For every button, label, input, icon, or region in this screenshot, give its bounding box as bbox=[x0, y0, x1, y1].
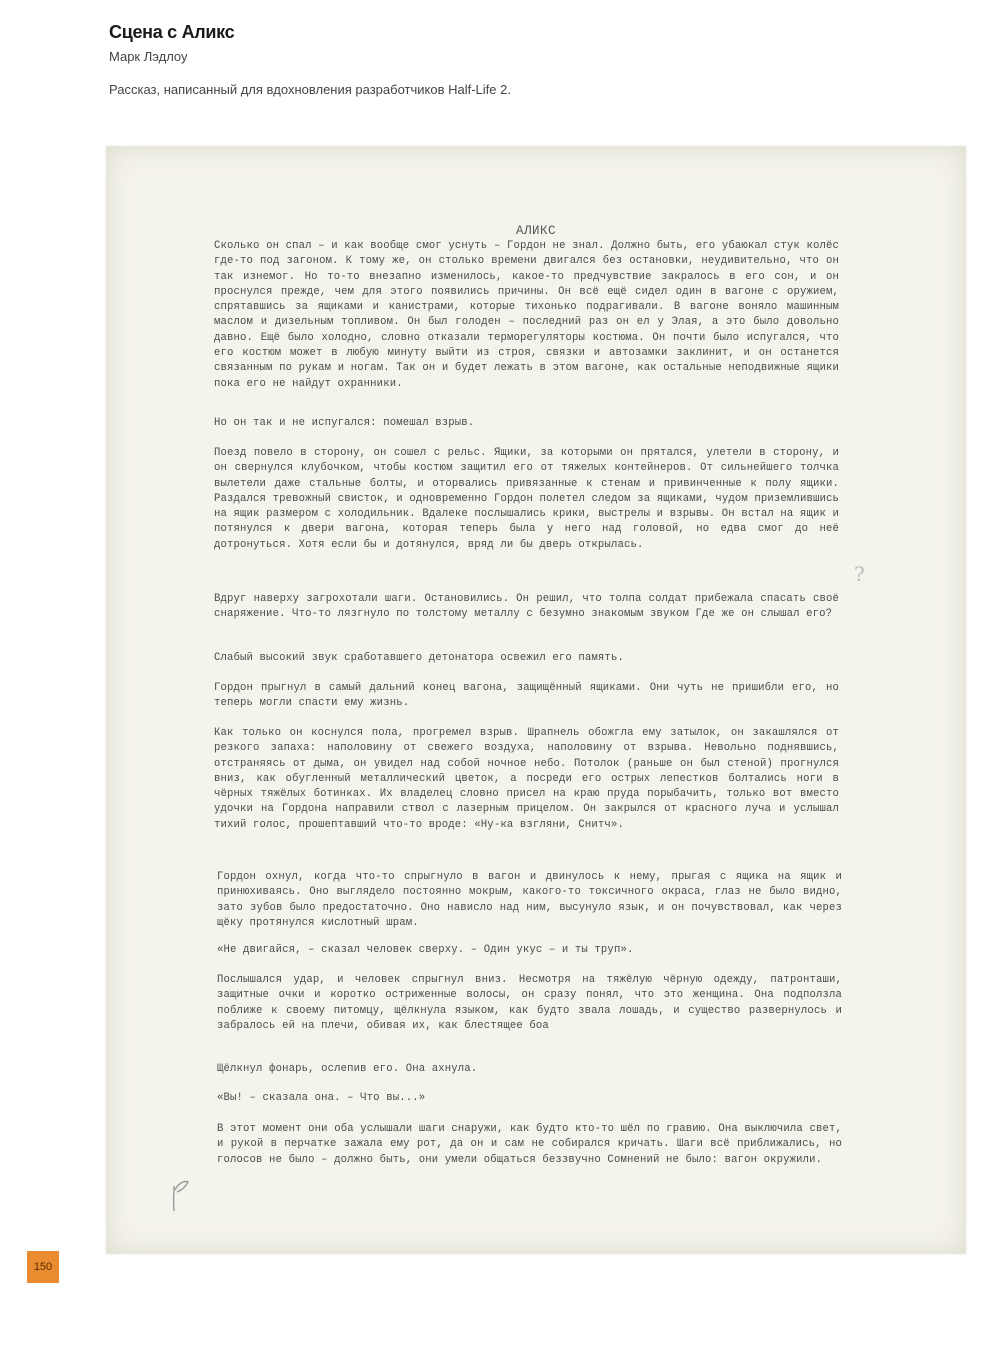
story-author: Марк Лэдлоу bbox=[109, 49, 188, 64]
story-subtitle: Рассказ, написанный для вдохновления разработчиков Half-Life 2. bbox=[109, 82, 511, 97]
manuscript-paragraph: Гордон прыгнул в самый дальний конец вагона, защищённый ящиками. Они чуть не пришибли его, но теперь могли спасти ему жизнь. bbox=[214, 682, 839, 710]
manuscript-paragraph: Послышался удар, и человек спрыгнул вниз. Несмотря на тяжёлую чёрную одежду, патронташи, защитные очки и коротко остриженные волосы, он сразу понял, что это женщина. Она подползла поближе к своему питомцу, щёлкнула языком, как будто звала лошадь, и существо развернулось и забралось ей на плечи, обивая их, как блестящее боа bbox=[217, 974, 842, 1032]
story-title: Сцена с Аликс bbox=[109, 22, 235, 42]
manuscript-paragraph: Гордон охнул, когда что-то спрыгнуло в вагон и двинулось к нему, прыгая с ящика на ящик и принюхиваясь. Оно выглядело постоянно мокрым, какого-то токсичного окраса, глаз не было видно, зато зубов было предостаточно. Оно нависло над ним, высунуло язык, и он почувствовал, как через щёку протянулся кислотный шрам. bbox=[217, 871, 842, 929]
manuscript-paragraph: Но он так и не испугался: помешал взрыв. bbox=[214, 417, 475, 429]
manuscript-paragraph: «Не двигайся, – сказал человек сверху. – Один укус – и ты труп». bbox=[217, 944, 634, 956]
page-header bbox=[109, 22, 511, 97]
scanned-manuscript-page bbox=[106, 146, 966, 1254]
manuscript-paragraph: Как только он коснулся пола, прогремел взрыв. Шрапнель обожгла ему затылок, он закашлялся от резкого запаха: наполовину от свежего воздуха, наполовину от взрыва. Невольно поднявшись, отстраняясь от дыма, он увидел над собой ночное небо. Потолок (раньше он был стеной) прогнулся вниз, как обугленный металлический цветок, а посреди его острых лепестков болтались ноги в чёрных тяжёлых ботинках. Их владелец словно присел на краю пруда порыбачить, только вот вместо удочки на Гордона направили ствол с лазерным прицелом. Он закрылся от красного луча и услышал тихий голос, прошептавший что-то вроде: «Ну-ка взгляни, Снитч». bbox=[214, 727, 839, 831]
manuscript-paragraph: Слабый высокий звук сработавшего детонатора освежил его память. bbox=[214, 652, 624, 664]
manuscript-title: АЛИКС bbox=[515, 224, 556, 238]
manuscript-paragraph: В этот момент они оба услышали шаги снаружи, как будто кто-то шёл по гравию. Она выключила свет, и рукой в перчатке зажала ему рот, да он и сам не собирался кричать. Шаги всё приближались, но голосов не было – должно быть, они умели общаться беззвучно Сомнений не было: вагон окружили. bbox=[217, 1123, 842, 1166]
manuscript-paragraph: Вдруг наверху загрохотали шаги. Остановились. Он решил, что толпа солдат прибежала спасать своё снаряжение. Что-то лязгнуло по толстому металлу с безумно знакомым звуком Где же он слышал его? bbox=[214, 593, 839, 621]
pencil-scribble-mark bbox=[168, 1166, 198, 1226]
manuscript-paragraph: Сколько он спал – и как вообще смог уснуть – Гордон не знал. Должно быть, его убаюкал стук колёс где-то под загоном. К тому же, он столько времени двигался без остановки, неудивительно, что он так изнемог. Но то-то внезапно изменилось, какое-то предчувствие закралось в его сон, и он проснулся прежде, чем для этого появились причины. Он всё ещё сидел один в вагоне с оружием, спрятавшись за ящиками и канистрами, которые тихонько подрагивали. В вагоне воняло машинным маслом и дизельным топливом. Он был голоден – последний раз он ел у Элая, а это было довольно давно. Ещё было холодно, словно отказали терморегуляторы костюма. Он почти было испугался, что его костюм может в любую минуту выйти из строя, связки и автозамки заклинит, и он останется связанным по рукам и ногам. Так он и будет лежать в этом вагоне, как остальные неподвижные ящики пока его не найдут охранники. bbox=[214, 240, 839, 390]
manuscript-paragraph: Поезд повело в сторону, он сошел с рельс. Ящики, за которыми он прятался, улетели в сторону, и он свернулся клубочком, чтобы костюм защитил его от тяжелых контейнеров. От сильнейшего толчка вылетели даже стальные болты, и оторвались привязанные к стенам и привинченные к полу ящики. Раздался тревожный свисток, и одновременно Гордон полетел следом за ящиками, чудом приземлившись на ящик размером с холодильник. Вдалеке послышались крики, выстрелы и взрывы. Он встал на ящик и потянулся к двери вагона, которая теперь была у него над головой, но едва смог до неё дотронуться. Хотя если бы и дотянулся, вряд ли бы дверь открылась. bbox=[214, 447, 839, 551]
manuscript-paragraph: Щёлкнул фонарь, ослепив его. Она ахнула. bbox=[217, 1063, 478, 1075]
manuscript-paragraph: «Вы! – сказала она. – Что вы...» bbox=[217, 1092, 426, 1104]
page-number-badge: 150 bbox=[27, 1251, 59, 1283]
pencil-question-mark: ? bbox=[854, 562, 865, 586]
